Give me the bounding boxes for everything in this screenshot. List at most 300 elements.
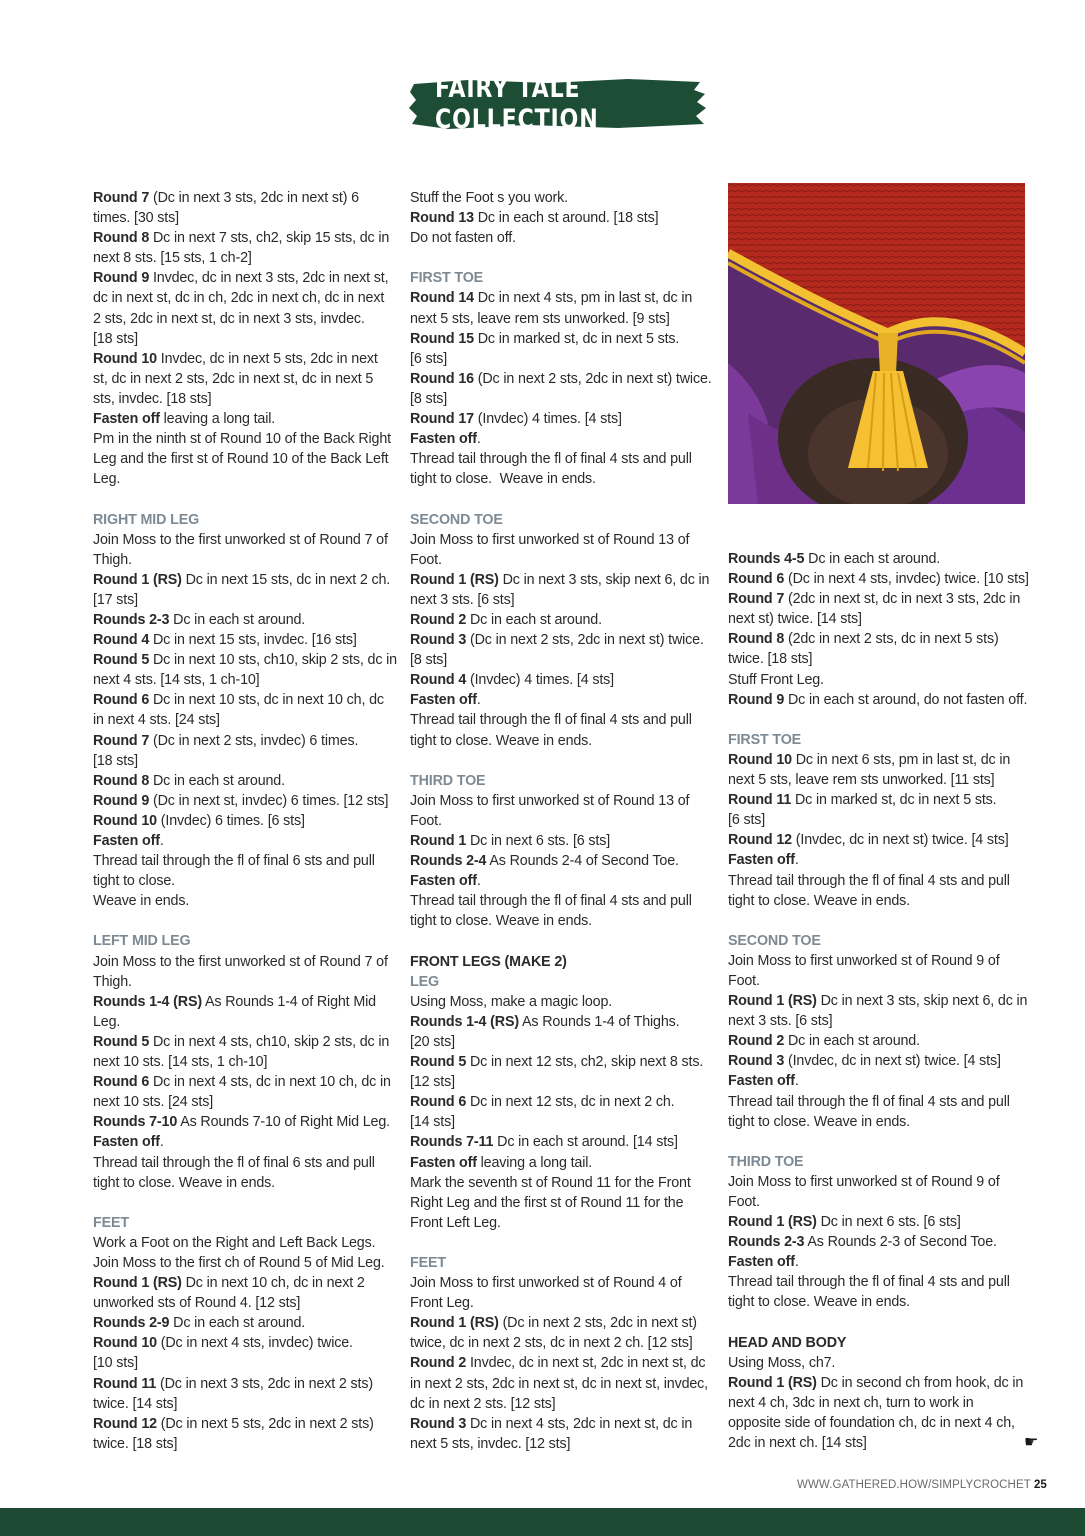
pattern-line <box>728 891 1033 911</box>
pattern-line <box>410 329 710 349</box>
step-label: Round 15 <box>410 330 474 347</box>
pattern-line <box>410 811 710 831</box>
pattern-line <box>410 590 710 610</box>
pattern-line <box>410 610 710 630</box>
step-text: Stuff the Foot s you work. <box>410 190 568 206</box>
step-text: (Dc in next 2 sts, invdec) 6 times. <box>149 732 359 749</box>
step-text: twice. [18 sts] <box>728 651 813 668</box>
step-text: in next 4 sts. [24 sts] <box>93 712 220 729</box>
step-text: Dc in each st around. <box>169 611 306 628</box>
pattern-line <box>728 1353 1033 1373</box>
pattern-line <box>410 670 710 690</box>
step-text: Pm in the ninth st of Round 10 of the Back Right <box>93 431 391 448</box>
step-text: As Rounds 1-4 of Right Mid <box>201 993 376 1010</box>
pattern-line <box>728 670 1033 690</box>
pattern-line <box>410 791 710 811</box>
pattern-column-3 <box>728 549 1033 1453</box>
pattern-line <box>728 1011 1033 1031</box>
step-text: next 8 sts. [15 sts, 1 ch-2] <box>93 250 252 267</box>
pattern-line <box>410 429 710 449</box>
pattern-line <box>410 510 710 530</box>
pattern-line <box>93 329 393 349</box>
pattern-line <box>93 1012 393 1032</box>
step-text: [14 sts] <box>410 1114 455 1131</box>
pattern-line <box>93 1132 393 1152</box>
pattern-column-1 <box>93 188 397 1454</box>
pattern-line <box>410 1313 710 1333</box>
pattern-line <box>410 1052 710 1072</box>
step-text: Dc in next 4 sts, dc in next 10 ch, dc in <box>149 1074 391 1091</box>
step-text: Dc in next 3 sts, skip next 6, dc in <box>816 993 1028 1010</box>
step-label: Round 3 <box>410 1415 467 1432</box>
step-text: [18 sts] <box>93 330 138 347</box>
step-text: Dc in next 6 sts. [6 sts] <box>816 1214 961 1231</box>
pattern-line <box>728 730 1033 750</box>
pattern-line <box>93 228 393 248</box>
pattern-line <box>410 891 710 911</box>
pattern-line <box>410 650 710 670</box>
step-text: Thigh. <box>93 973 132 990</box>
section-heading: FEET <box>93 1214 129 1231</box>
pattern-line <box>728 850 1033 870</box>
pattern-line <box>728 1433 1033 1453</box>
spacer <box>410 248 710 268</box>
pattern-line <box>93 751 393 771</box>
step-text: Thread tail through the fl of final 6 sts and pull <box>93 1154 375 1171</box>
step-label: Round 9 <box>93 792 150 809</box>
pattern-line <box>93 510 393 530</box>
pattern-line <box>410 992 710 1012</box>
step-text: Dc in next 4 sts, pm in last st, dc in <box>473 290 693 307</box>
step-text: (Invdec) 6 times. [6 sts] <box>156 812 305 829</box>
step-text: Dc in next 3 sts, skip next 6, dc in <box>498 571 710 588</box>
step-text: (2dc in next 2 sts, dc in next 5 sts) <box>784 631 999 648</box>
step-text: Dc in each st around. [14 sts] <box>493 1134 678 1151</box>
section-heading: FRONT LEGS (MAKE 2) <box>410 953 567 970</box>
step-text: (Invdec, dc in next st) twice. [4 sts] <box>791 832 1009 849</box>
step-label: Round 7 <box>728 591 785 608</box>
pattern-line <box>93 791 393 811</box>
pattern-line <box>410 188 710 208</box>
step-text: (Invdec) 4 times. [4 sts] <box>466 672 614 689</box>
step-text: opposite side of foundation ch, dc in next 4 ch, <box>728 1415 1015 1432</box>
step-text: [12 sts] <box>410 1074 455 1091</box>
step-text: Join Moss to first unworked st of Round 9 of <box>728 952 1000 969</box>
step-text: Dc in next 6 sts. [6 sts] <box>466 833 611 849</box>
step-text: [8 sts] <box>410 652 448 669</box>
pattern-line <box>728 830 1033 850</box>
step-text: next 10 sts. [24 sts] <box>93 1094 214 1111</box>
step-label: Round 6 <box>93 1074 150 1091</box>
spacer <box>728 710 1033 730</box>
step-label: Round 12 <box>93 1415 157 1432</box>
pattern-line <box>93 811 393 831</box>
step-text: Thread tail through the fl of final 4 sts and pull <box>410 712 692 729</box>
step-text: Dc in each st around. <box>169 1315 306 1332</box>
pattern-line <box>410 530 710 550</box>
pattern-line <box>93 570 393 590</box>
section-heading: HEAD AND BODY <box>728 1334 847 1351</box>
step-text: . <box>794 1254 799 1271</box>
step-text: (Dc in next 2 sts, 2dc in next st) <box>498 1315 697 1332</box>
step-text: Leg and the first st of Round 10 of the Back Left <box>93 451 389 468</box>
step-label: Round 7 <box>93 190 150 206</box>
pattern-line <box>410 288 710 308</box>
pattern-line <box>728 1272 1033 1292</box>
step-label: Rounds 4-5 <box>728 551 805 567</box>
pattern-line <box>93 1313 393 1333</box>
pattern-line <box>93 650 397 670</box>
step-text: Thread tail through the fl of final 4 sts and pull <box>728 872 1010 889</box>
pattern-line <box>728 690 1033 710</box>
pattern-line <box>93 710 393 730</box>
pattern-line <box>728 790 1033 810</box>
step-label: Round 2 <box>410 1355 467 1372</box>
step-text: next 4 sts. [14 sts, 1 ch-10] <box>93 672 260 689</box>
pattern-line <box>93 449 393 469</box>
step-text: 2dc in next ch. [14 sts] <box>728 1435 867 1452</box>
step-text: Foot. <box>728 1194 760 1210</box>
pattern-line <box>410 449 710 469</box>
pattern-line <box>728 589 1033 609</box>
step-text: Dc in each st around. <box>149 772 285 789</box>
step-text: tight to close. Weave in ends. <box>728 1113 910 1130</box>
pattern-line <box>93 530 393 550</box>
step-label: Round 7 <box>93 732 150 749</box>
step-label: Round 5 <box>93 652 150 669</box>
step-text: . <box>159 833 164 849</box>
pattern-line <box>728 609 1033 629</box>
pattern-line <box>410 1153 710 1173</box>
step-text: next 3 sts. [6 sts] <box>728 1013 833 1030</box>
pattern-line <box>410 1374 710 1394</box>
step-label: Round 1 (RS) <box>728 993 817 1010</box>
pattern-line <box>93 1273 393 1293</box>
step-text: next 5 sts, invdec. [12 sts] <box>410 1435 571 1452</box>
pattern-line <box>410 550 710 570</box>
pattern-line <box>410 1333 710 1353</box>
step-text: unworked sts of Round 4. [12 sts] <box>93 1295 301 1312</box>
step-text: Dc in each st around. <box>466 611 602 628</box>
step-label: Round 5 <box>410 1054 467 1071</box>
pattern-line <box>410 1072 710 1092</box>
pattern-line <box>728 971 1033 991</box>
step-text: (Dc in next 4 sts, invdec) twice. [10 sts] <box>784 571 1029 588</box>
step-label: Round 9 <box>93 270 150 287</box>
step-text: Join Moss to first unworked st of Round 9 of <box>728 1173 1000 1190</box>
pattern-line <box>93 771 393 791</box>
pattern-line <box>728 569 1033 589</box>
step-text: Dc in next 10 sts, dc in next 10 ch, dc <box>149 692 384 709</box>
step-text: Dc in second ch from hook, dc in <box>816 1374 1024 1391</box>
step-text: next 5 sts, leave rem sts unworked. [11 sts] <box>728 772 995 789</box>
step-text: As Rounds 2-4 of Second Toe. <box>486 853 679 870</box>
pattern-line <box>410 1173 710 1193</box>
step-label: Round 13 <box>410 210 474 227</box>
step-text: next 5 sts, leave rem sts unworked. [9 sts] <box>410 310 670 327</box>
pattern-line <box>93 248 393 268</box>
pattern-line <box>93 1173 393 1193</box>
pattern-line <box>410 871 710 891</box>
pattern-line <box>728 1051 1033 1071</box>
step-label: Rounds 2-3 <box>93 611 170 628</box>
step-text: As Rounds 1-4 of Thighs. <box>518 1013 680 1030</box>
step-text: Dc in marked st, dc in next 5 sts. <box>791 792 997 809</box>
step-text: Dc in marked st, dc in next 5 sts. <box>473 330 680 347</box>
pattern-line <box>410 409 710 429</box>
pattern-line <box>410 972 710 992</box>
spacer <box>728 1313 1033 1333</box>
step-text: leaving a long tail. <box>159 411 276 428</box>
pattern-line <box>93 590 393 610</box>
pattern-line <box>728 1212 1033 1232</box>
bottom-bar <box>0 1508 1085 1536</box>
step-label: Rounds 7-10 <box>93 1114 178 1131</box>
step-label: Round 4 <box>93 632 150 649</box>
step-label: Fasten off <box>410 1154 477 1171</box>
step-text: Dc in next 4 sts, 2dc in next st, dc in <box>466 1415 693 1432</box>
pattern-line <box>410 1273 710 1293</box>
pattern-line <box>410 771 710 791</box>
step-label: Fasten off <box>410 692 477 709</box>
step-text: Thigh. <box>93 551 132 568</box>
pattern-line <box>728 810 1033 830</box>
step-label: Round 12 <box>728 832 792 849</box>
pattern-line <box>728 1252 1033 1272</box>
pattern-line <box>93 268 393 288</box>
step-text: [17 sts] <box>93 591 138 608</box>
step-label: Round 8 <box>93 230 150 247</box>
pattern-line <box>93 409 393 429</box>
pattern-line <box>410 710 710 730</box>
pattern-line <box>410 570 710 590</box>
section-heading: LEFT MID LEG <box>93 933 191 950</box>
step-text: Join Moss to first unworked st of Round 4 of <box>410 1275 682 1292</box>
pattern-line <box>728 1292 1033 1312</box>
step-text: . <box>794 852 799 869</box>
step-label: Rounds 1-4 (RS) <box>93 993 202 1010</box>
step-text: . <box>794 1073 799 1090</box>
step-text: tight to close. Weave in ends. <box>410 913 592 930</box>
step-label: Round 1 (RS) <box>410 571 499 588</box>
step-label: Round 10 <box>93 1335 157 1352</box>
pattern-line <box>93 1374 393 1394</box>
pattern-line <box>728 750 1033 770</box>
pattern-line <box>728 1172 1033 1192</box>
pattern-line <box>410 911 710 931</box>
step-label: Round 8 <box>93 772 150 789</box>
spacer <box>410 489 710 509</box>
pattern-line <box>410 1032 710 1052</box>
step-label: Round 6 <box>728 571 785 588</box>
pattern-line <box>410 469 710 489</box>
pattern-line <box>93 1052 393 1072</box>
pattern-line <box>410 1353 710 1373</box>
pattern-line <box>93 208 393 228</box>
collection-title: FAIRY TALE COLLECTION <box>435 73 599 135</box>
step-label: Round 11 <box>728 792 792 809</box>
step-text: Dc in next 12 sts, dc in next 2 ch. <box>466 1094 675 1111</box>
pointing-hand-icon: ☛ <box>1024 1434 1039 1451</box>
step-label: Round 1 (RS) <box>410 1315 499 1332</box>
spacer <box>728 911 1033 931</box>
step-text: (Dc in next 4 sts, invdec) twice. <box>156 1335 353 1352</box>
step-text: Leg. <box>93 1013 121 1030</box>
step-text: Dc in next 12 sts, ch2, skip next 8 sts. <box>466 1054 704 1071</box>
pattern-line <box>728 951 1033 971</box>
pattern-line <box>93 1253 393 1273</box>
step-label: Round 1 (RS) <box>93 1275 182 1292</box>
pattern-line <box>728 1092 1033 1112</box>
pattern-line <box>410 630 710 650</box>
section-heading: FEET <box>410 1254 446 1271</box>
step-text: Using Moss, ch7. <box>728 1354 836 1371</box>
pattern-line <box>93 1092 393 1112</box>
step-text: Thread tail through the fl of final 4 sts and pull <box>410 451 692 468</box>
step-text: dc in next st, dc in ch, 2dc in next ch, dc in next <box>93 290 385 307</box>
step-text: twice, dc in next 2 sts, dc in next 2 ch. [12 sts] <box>410 1335 693 1352</box>
step-label: Fasten off <box>93 833 160 849</box>
pattern-line <box>93 690 393 710</box>
step-label: Round 14 <box>410 290 474 307</box>
step-text: next 4 ch, 3dc in next ch, turn to work in <box>728 1394 974 1411</box>
step-text: next 3 sts. [6 sts] <box>410 591 515 608</box>
pattern-line <box>728 549 1033 569</box>
pattern-line <box>93 831 393 851</box>
pattern-line <box>93 670 393 690</box>
spacer <box>728 1132 1033 1152</box>
pattern-line <box>410 1414 710 1434</box>
section-heading: THIRD TOE <box>410 772 486 789</box>
step-text: leaving a long tail. <box>476 1154 593 1171</box>
step-text: . <box>476 692 481 709</box>
step-text: [10 sts] <box>93 1355 138 1372</box>
pattern-line <box>410 952 710 972</box>
step-text: st, dc in next 2 sts, 2dc in next st, dc in next 5 <box>93 370 374 387</box>
step-label: Round 2 <box>728 1033 785 1050</box>
pattern-column-2 <box>410 188 710 1454</box>
pattern-line <box>93 1233 393 1253</box>
pattern-line <box>410 1293 710 1313</box>
step-text: next st) twice. [14 sts] <box>728 611 862 628</box>
footer-url[interactable]: WWW.GATHERED.HOW/SIMPLYCROCHET <box>797 1479 1031 1491</box>
pattern-line <box>728 1192 1033 1212</box>
pattern-line <box>728 770 1033 790</box>
step-label: Rounds 2-9 <box>93 1315 170 1332</box>
step-text: Do not fasten off. <box>410 230 516 247</box>
step-text: (Dc in next 3 sts, 2dc in next st) 6 <box>149 190 359 206</box>
spacer <box>93 1193 393 1213</box>
step-text: . <box>476 873 481 890</box>
pattern-line <box>410 1213 710 1233</box>
step-text: Foot. <box>410 812 442 829</box>
pattern-line <box>93 550 393 570</box>
step-text: Front Leg. <box>410 1295 474 1312</box>
pattern-line <box>410 1012 710 1032</box>
step-text: Dc in next 4 sts, ch10, skip 2 sts, dc in <box>149 1033 390 1050</box>
spacer <box>410 1233 710 1253</box>
pattern-line <box>728 991 1033 1011</box>
pattern-line <box>410 851 710 871</box>
step-text: (Invdec) 4 times. [4 sts] <box>473 411 622 428</box>
step-text: As Rounds 7-10 of Right Mid Leg. <box>177 1114 390 1131</box>
pattern-line <box>728 1373 1033 1393</box>
pattern-line <box>93 1353 393 1373</box>
step-text: Dc in next 7 sts, ch2, skip 15 sts, dc in <box>149 230 390 247</box>
pattern-line <box>410 268 710 288</box>
pattern-line <box>93 1434 393 1454</box>
pattern-line <box>93 349 393 369</box>
pattern-line <box>410 731 710 751</box>
step-text: (Dc in next 2 sts, 2dc in next st) twice. <box>473 370 712 387</box>
pattern-line <box>410 228 710 248</box>
section-heading: RIGHT MID LEG <box>93 511 200 528</box>
step-text: Dc in next 15 sts, invdec. [16 sts] <box>149 632 357 649</box>
step-text: in next 2 sts, 2dc in next st, dc in next st, invdec, <box>410 1375 708 1392</box>
step-label: Rounds 1-4 (RS) <box>410 1013 519 1030</box>
step-label: Fasten off <box>728 852 795 869</box>
pattern-line <box>93 429 393 449</box>
pattern-line <box>93 931 393 951</box>
step-text: Thread tail through the fl of final 4 sts and pull <box>728 1274 1010 1291</box>
step-text: Join Moss to the first unworked st of Round 7 of <box>93 531 388 548</box>
pattern-line <box>410 349 710 369</box>
pattern-line <box>410 208 710 228</box>
step-label: Fasten off <box>728 1254 795 1271</box>
pattern-line <box>410 1394 710 1414</box>
pattern-line <box>93 972 393 992</box>
pattern-line <box>410 1092 710 1112</box>
step-text: twice. [14 sts] <box>93 1395 178 1412</box>
spacer <box>93 489 393 509</box>
pattern-line <box>410 1132 710 1152</box>
step-label: Round 2 <box>410 611 467 628</box>
pattern-line <box>93 288 393 308</box>
step-text: [18 sts] <box>93 752 138 769</box>
step-text: Mark the seventh st of Round 11 for the Front <box>410 1174 691 1191</box>
step-label: Round 10 <box>728 751 792 768</box>
pattern-line <box>728 1393 1033 1413</box>
pattern-line <box>93 1293 393 1313</box>
footer <box>797 1479 1047 1491</box>
step-label: Round 17 <box>410 411 474 428</box>
section-heading: SECOND TOE <box>410 511 503 528</box>
pattern-line <box>93 1414 393 1434</box>
step-text: times. [30 sts] <box>93 210 179 227</box>
step-text: tight to close. Weave in ends. <box>728 1294 910 1311</box>
step-text: (Dc in next 3 sts, 2dc in next 2 sts) <box>156 1375 373 1392</box>
step-text: tight to close. <box>93 873 175 890</box>
step-label: Round 11 <box>93 1375 157 1392</box>
pattern-line <box>93 952 393 972</box>
pattern-line <box>728 649 1033 669</box>
pattern-line <box>93 992 393 1012</box>
step-text: Stuff Front Leg. <box>728 671 824 688</box>
step-text: (Dc in next st, invdec) 6 times. [12 sts] <box>149 792 389 809</box>
step-text: dc in next 2 sts. [12 sts] <box>410 1395 556 1412</box>
pattern-line <box>93 630 393 650</box>
step-text: Front Left Leg. <box>410 1214 501 1231</box>
step-text: Invdec, dc in next st, 2dc in next st, dc <box>466 1355 706 1372</box>
pattern-line <box>93 731 393 751</box>
pattern-line <box>93 1153 393 1173</box>
pattern-line <box>728 871 1033 891</box>
step-label: Rounds 2-4 <box>410 853 487 870</box>
step-text: Join Moss to the first ch of Round 5 of Mid Leg. <box>93 1254 385 1271</box>
pattern-line <box>93 1394 393 1414</box>
step-label: Rounds 2-3 <box>728 1234 805 1251</box>
pattern-line <box>93 469 393 489</box>
